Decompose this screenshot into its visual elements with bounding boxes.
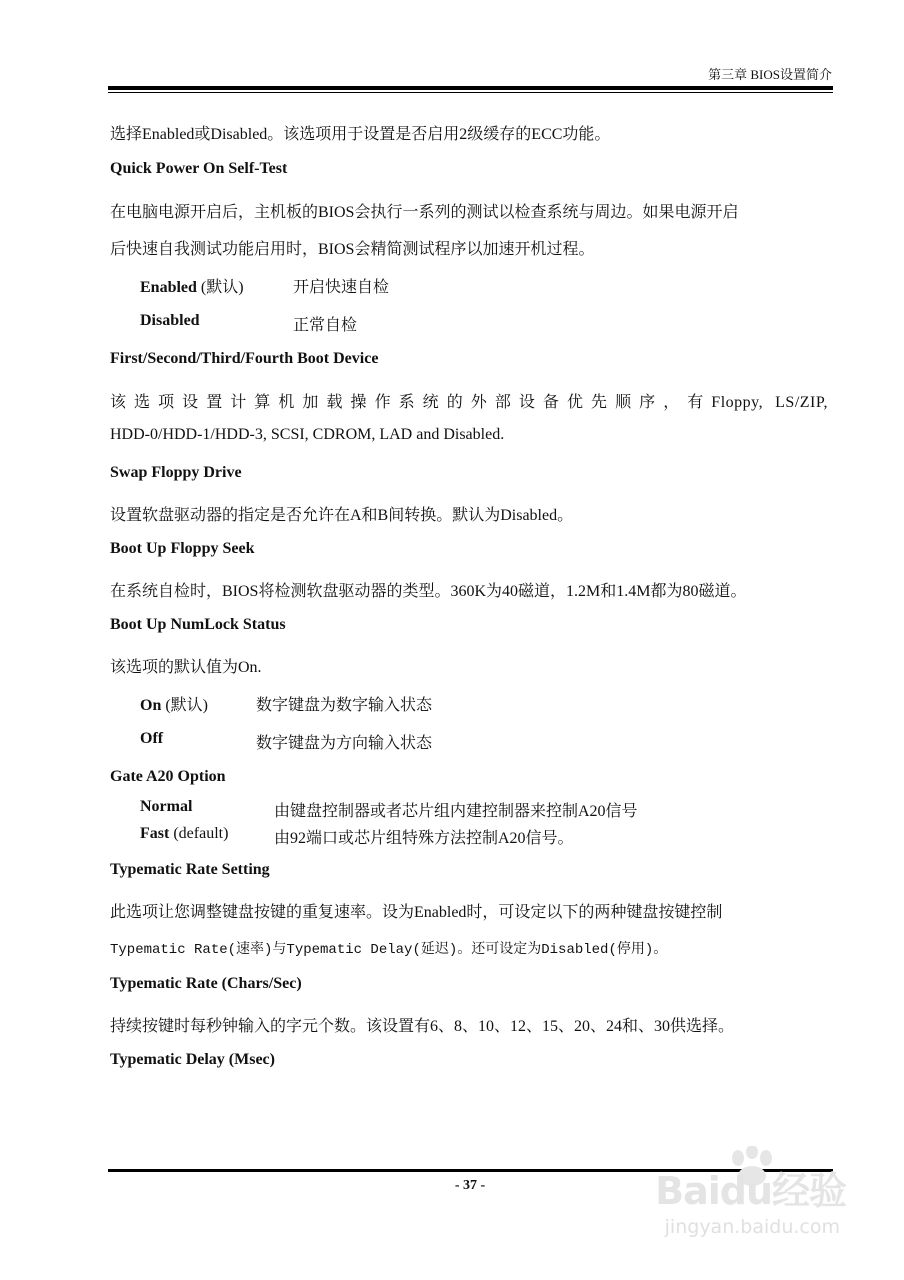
option-desc: 由键盘控制器或者芯片组内建控制器来控制A20信号 bbox=[274, 803, 638, 820]
text-line: 该选项设置计算机加载操作系统的外部设备优先顺序，有Floppy, LS/ZIP, bbox=[110, 394, 828, 411]
option-row bbox=[140, 825, 228, 843]
option-desc: 由92端口或芯片组特殊方法控制A20信号。 bbox=[274, 830, 574, 847]
option-key: On bbox=[140, 697, 162, 714]
section-heading: Boot Up NumLock Status bbox=[110, 616, 286, 633]
text-line: Typematic Rate(速率)与Typematic Delay(延迟)。还可设定为Disabled(停用)。 bbox=[110, 942, 668, 958]
text-line: HDD-0/HDD-1/HDD-3, SCSI, CDROM, LAD and Disabled. bbox=[110, 426, 505, 443]
text-line: 设置软盘驱动器的指定是否允许在A和B间转换。默认为Disabled。 bbox=[110, 507, 574, 524]
option-row bbox=[140, 730, 163, 748]
option-desc: 正常自检 bbox=[293, 317, 358, 334]
section-heading: Quick Power On Self-Test bbox=[110, 160, 288, 177]
option-key: Normal bbox=[140, 798, 193, 815]
section-heading: Swap Floppy Drive bbox=[110, 464, 242, 481]
watermark-logo: Baidu经验 bbox=[655, 1169, 846, 1213]
option-desc: 开启快速自检 bbox=[293, 279, 390, 296]
header-rule-thin bbox=[108, 92, 833, 93]
section-heading: Boot Up Floppy Seek bbox=[110, 540, 255, 557]
option-key: Enabled bbox=[140, 279, 197, 296]
header-rule-thick bbox=[108, 86, 833, 90]
text-line: 后快速自我测试功能启用时，BIOS会精简测试程序以加速开机过程。 bbox=[110, 241, 595, 258]
option-row bbox=[140, 798, 192, 816]
watermark-url: jingyan.baidu.com bbox=[664, 1216, 840, 1238]
text-line: 选择Enabled或Disabled。该选项用于设置是否启用2级缓存的ECC功能。 bbox=[110, 126, 611, 143]
header-chapter-title: 第三章 BIOS设置简介 bbox=[708, 67, 832, 82]
option-desc: 数字键盘为方向输入状态 bbox=[256, 735, 433, 752]
option-key: Off bbox=[140, 730, 164, 747]
option-note: (默认) bbox=[161, 697, 209, 714]
option-row bbox=[140, 312, 200, 330]
option-note: (默认) bbox=[196, 279, 244, 296]
page-number: - 37 - bbox=[454, 1178, 486, 1193]
section-heading: First/Second/Third/Fourth Boot Device bbox=[110, 350, 379, 367]
text-line: 该选项的默认值为On. bbox=[110, 659, 262, 676]
section-heading: Typematic Rate (Chars/Sec) bbox=[110, 975, 302, 992]
option-note: (default) bbox=[169, 825, 229, 842]
section-heading: Gate A20 Option bbox=[110, 768, 226, 785]
section-heading: Typematic Rate Setting bbox=[110, 861, 270, 878]
section-heading: Typematic Delay (Msec) bbox=[110, 1051, 275, 1068]
option-row bbox=[140, 692, 208, 715]
option-desc: 数字键盘为数字输入状态 bbox=[256, 697, 433, 714]
option-key: Disabled bbox=[140, 312, 200, 329]
text-line: 此选项让您调整键盘按键的重复速率。设为Enabled时，可设定以下的两种键盘按键控制 bbox=[110, 904, 723, 921]
baidu-watermark bbox=[646, 1140, 846, 1250]
option-row bbox=[140, 274, 244, 297]
text-line: 持续按键时每秒钟输入的字元个数。该设置有6、8、10、12、15、20、24和、30供选择。 bbox=[110, 1018, 735, 1035]
text-line: 在系统自检时，BIOS将检测软盘驱动器的类型。360K为40磁道，1.2M和1.4M都为80磁道。 bbox=[110, 583, 747, 600]
text-line: 在电脑电源开启后，主机板的BIOS会执行一系列的测试以检查系统与周边。如果电源开启 bbox=[110, 204, 739, 221]
option-key: Fast bbox=[140, 825, 170, 842]
